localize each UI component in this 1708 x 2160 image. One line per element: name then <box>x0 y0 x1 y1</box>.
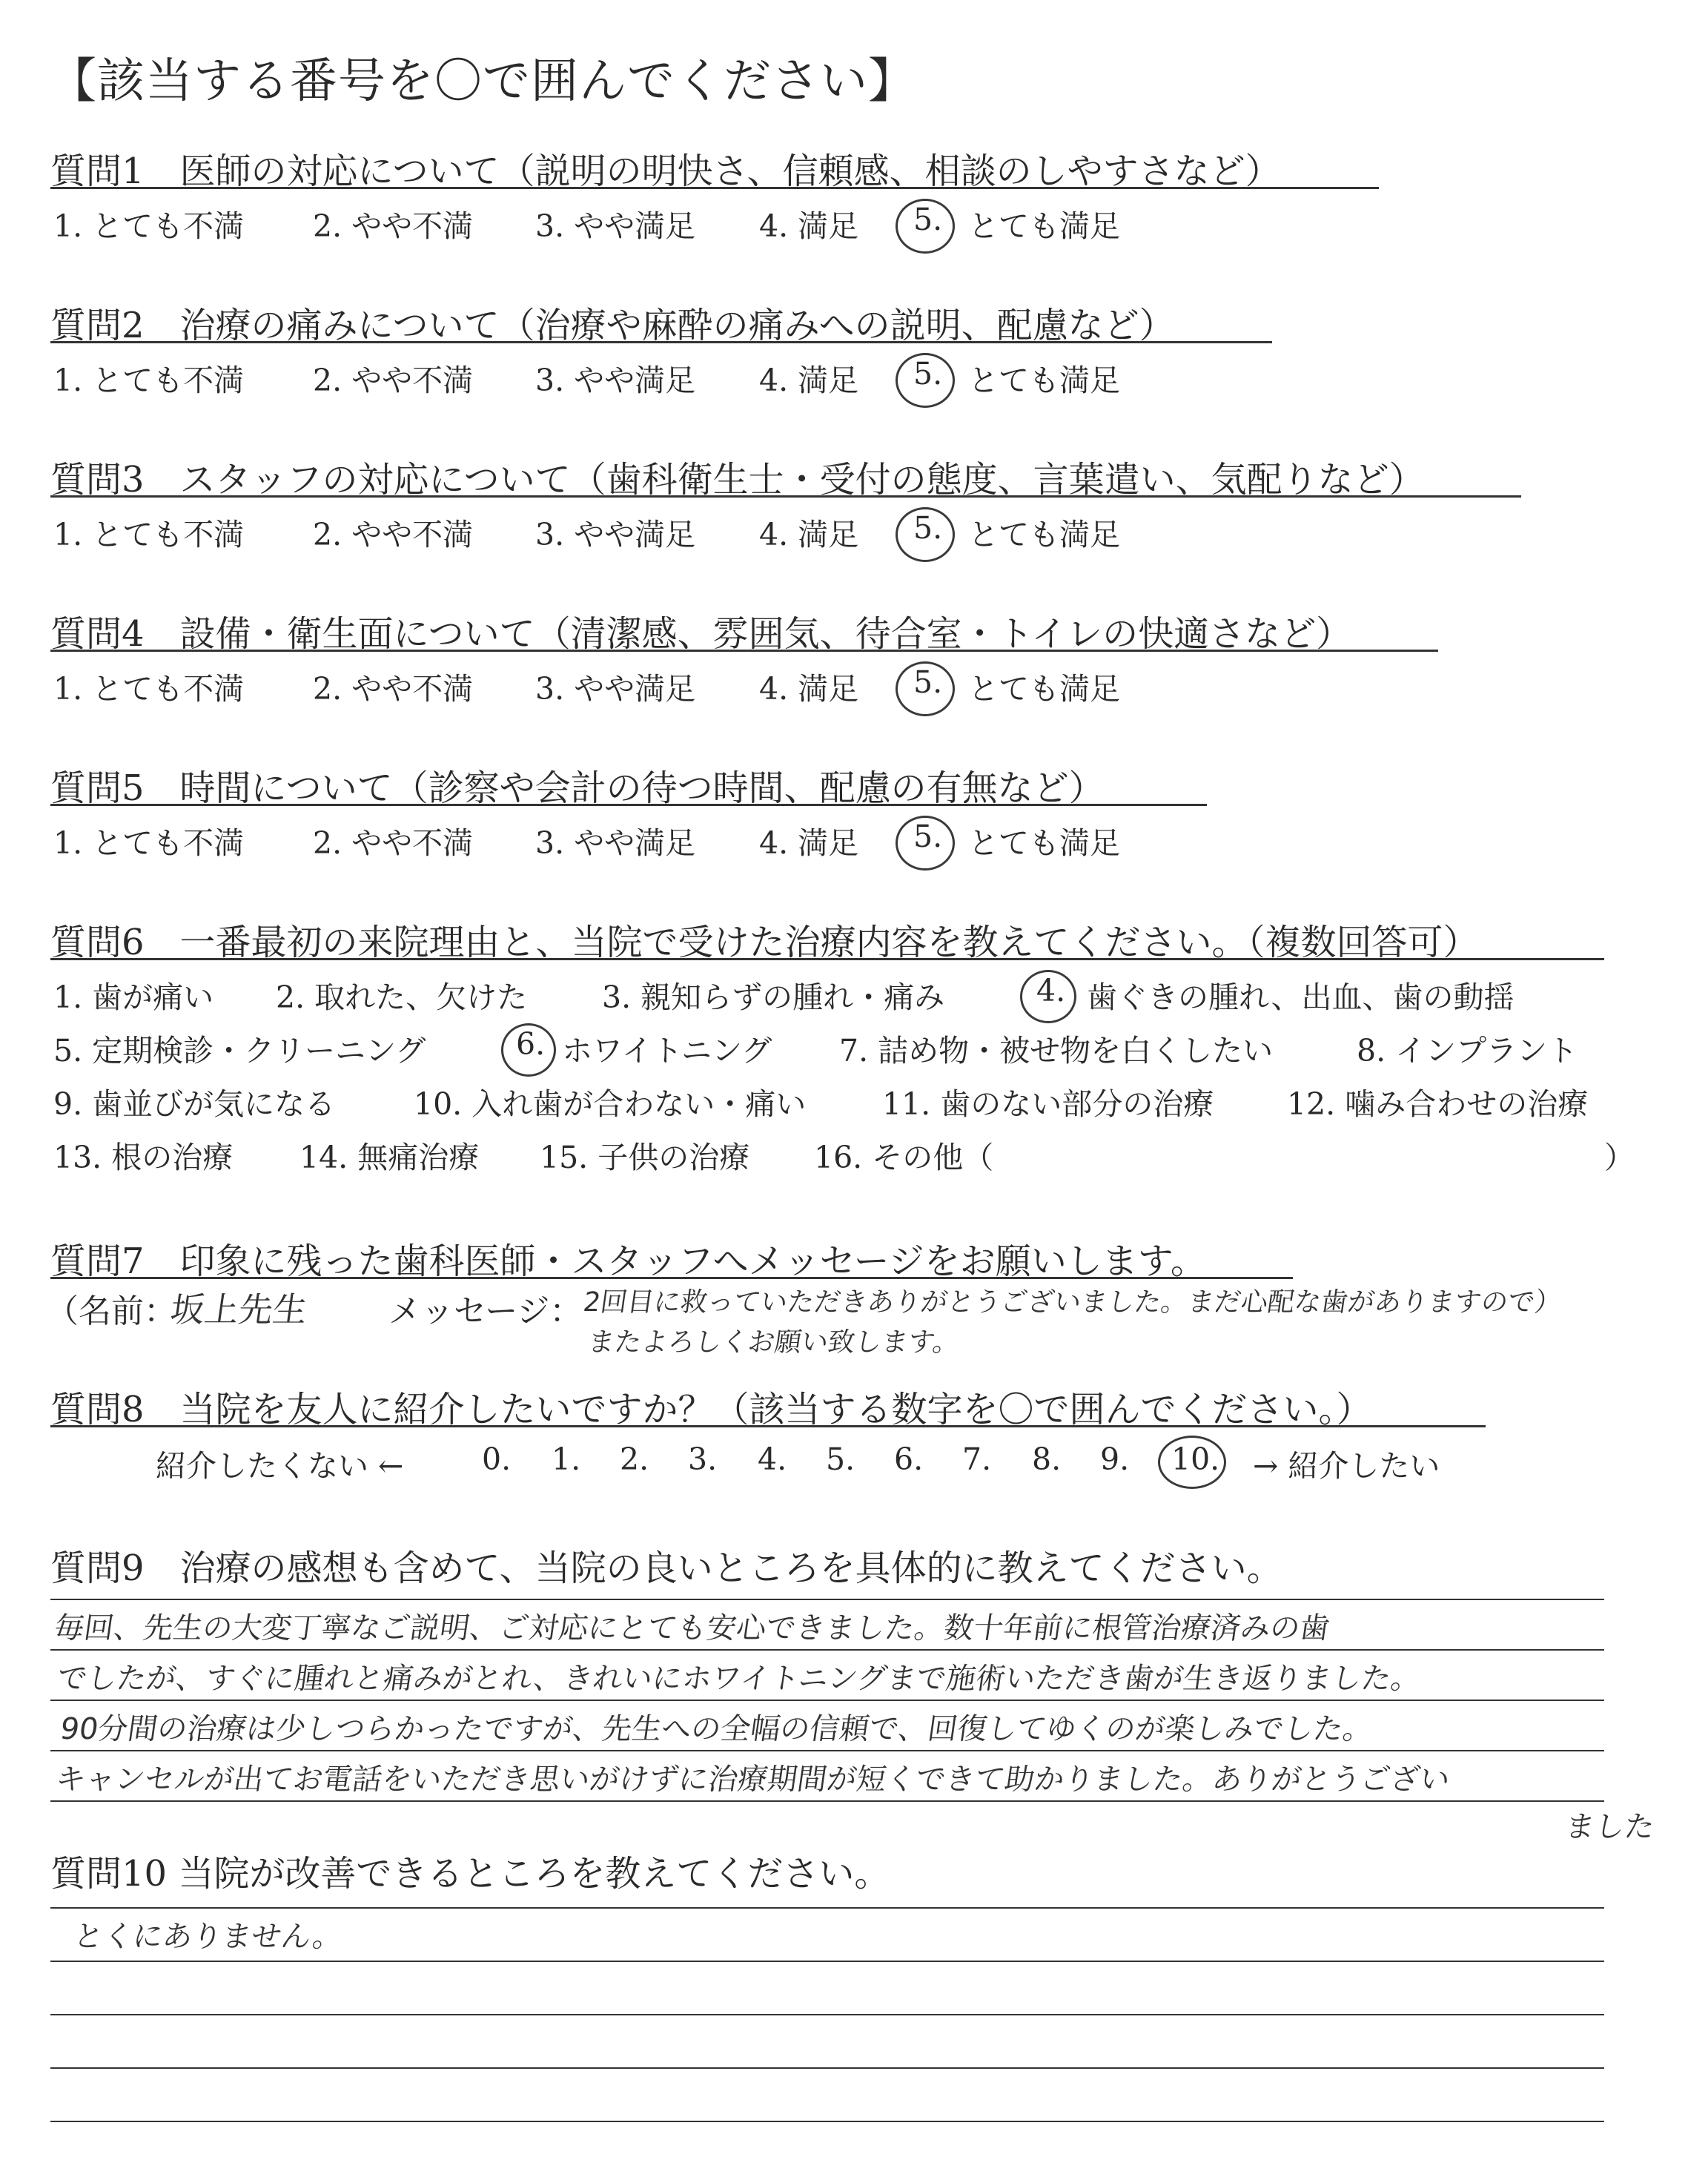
q4-option-2[interactable]: 2. やや不満 <box>313 671 474 707</box>
q6-title: 質問6 一番最初の来院理由と、当院で受けた治療内容を教えてください。（複数回答可） <box>50 922 1479 963</box>
q3-option-5-label: とても満足 <box>968 517 1120 552</box>
q4-title: 質問4 設備・衛生面について（清潔感、雰囲気、待合室・トイレの快適さなど） <box>50 613 1352 655</box>
q6-option-6-label: ホワイトニング <box>562 1033 772 1069</box>
q6-option-7[interactable]: 7. 詰め物・被せ物を白くしたい <box>839 1033 1274 1069</box>
q6-underline <box>50 958 1604 960</box>
q6-option-4[interactable]: 4. <box>1036 973 1066 1008</box>
q9-answer-line-1[interactable]: 毎回、先生の大変丁寧なご説明、ご対応にとても安心できました。数十年前に根管治療済みの歯 <box>52 1611 1332 1645</box>
q4-option-5-label: とても満足 <box>968 671 1120 707</box>
q3-underline <box>50 495 1521 498</box>
q1-title: 質問1 医師の対応について（説明の明快さ、信頼感、相談のしやすさなど） <box>50 151 1281 192</box>
q8-underline <box>50 1425 1486 1427</box>
q1-option-4[interactable]: 4. 満足 <box>759 208 859 244</box>
q10-rule-2 <box>50 1961 1604 1962</box>
q3-title: 質問3 スタッフの対応について（歯科衛生士・受付の態度、言葉遣い、気配りなど） <box>50 459 1425 501</box>
q3-option-4[interactable]: 4. 満足 <box>759 517 859 552</box>
q6-option-12[interactable]: 12. 噛み合わせの治療 <box>1287 1086 1589 1122</box>
q6-option-1[interactable]: 1. 歯が痛い <box>53 980 214 1015</box>
q1-option-3[interactable]: 3. やや満足 <box>535 208 696 244</box>
q3-option-5[interactable]: 5. <box>913 510 943 546</box>
q5-option-3[interactable]: 3. やや満足 <box>535 825 696 861</box>
q7-name-value[interactable]: 坂上先生 <box>168 1289 311 1330</box>
q6-option-13[interactable]: 13. 根の治療 <box>53 1140 234 1175</box>
q9-title: 質問9 治療の感想も含めて、当院の良いところを具体的に教えてください。 <box>50 1548 1282 1589</box>
q10-answer-line-1[interactable]: とくにありません。 <box>71 1920 345 1954</box>
q5-underline <box>50 804 1207 806</box>
q3-option-1[interactable]: 1. とても不満 <box>53 517 245 552</box>
q6-option-10[interactable]: 10. 入れ歯が合わない・痛い <box>414 1086 807 1122</box>
q8-option-3[interactable]: 3. <box>688 1441 718 1477</box>
q3-option-3[interactable]: 3. やや満足 <box>535 517 696 552</box>
q7-message-line-1[interactable]: 2回目に救っていただきありがとうございました。まだ心配な歯がありますので） <box>581 1287 1563 1318</box>
q6-option-16[interactable]: 16. その他（ <box>814 1140 994 1175</box>
q8-title: 質問8 当院を友人に紹介したいですか？（該当する数字を〇で囲んでください。） <box>50 1389 1372 1430</box>
q10-title: 質問10 当院が改善できるところを教えてください。 <box>50 1853 890 1895</box>
q10-rule-1 <box>50 1907 1604 1909</box>
q9-rule-2 <box>50 1649 1604 1651</box>
q6-option-5[interactable]: 5. 定期検診・クリーニング <box>53 1033 426 1069</box>
q8-option-5[interactable]: 5. <box>826 1441 855 1477</box>
q7-message-line-2[interactable]: またよろしくお願い致します。 <box>586 1327 962 1358</box>
q2-option-3[interactable]: 3. やや満足 <box>535 363 696 398</box>
q2-title: 質問2 治療の痛みについて（治療や麻酔の痛みへの説明、配慮など） <box>50 305 1175 346</box>
q2-option-1[interactable]: 1. とても不満 <box>53 363 245 398</box>
q6-option-15[interactable]: 15. 子供の治療 <box>540 1140 750 1175</box>
q9-rule-1 <box>50 1599 1604 1600</box>
q8-right-label: → 紹介したい <box>1253 1448 1440 1484</box>
q1-option-2[interactable]: 2. やや不満 <box>313 208 474 244</box>
q10-rule-5 <box>50 2121 1604 2122</box>
q5-selection-circle <box>896 816 955 871</box>
q2-underline <box>50 341 1272 343</box>
q4-underline <box>50 650 1438 652</box>
q1-selection-circle <box>896 199 955 254</box>
q8-option-2[interactable]: 2. <box>620 1441 649 1477</box>
q8-option-7[interactable]: 7. <box>962 1441 992 1477</box>
q6-option-3[interactable]: 3. 親知らずの腫れ・痛み <box>602 980 945 1015</box>
q4-option-1[interactable]: 1. とても不満 <box>53 671 245 707</box>
q1-option-1[interactable]: 1. とても不満 <box>53 208 245 244</box>
q7-message-label: メッセージ： <box>388 1292 583 1330</box>
q9-rule-5 <box>50 1800 1604 1802</box>
q8-option-10[interactable]: 10. <box>1171 1441 1220 1477</box>
q3-option-2[interactable]: 2. やや不満 <box>313 517 474 552</box>
page-header: 【該当する番号を〇で囲んでください】 <box>49 54 916 109</box>
q6-option-4-label: 歯ぐきの腫れ、出血、歯の動揺 <box>1087 980 1515 1015</box>
q2-selection-circle <box>896 353 955 408</box>
q8-selection-circle <box>1158 1436 1226 1489</box>
q7-underline <box>50 1277 1293 1279</box>
q7-title: 質問7 印象に残った歯科医師・スタッフへメッセージをお願いします。 <box>50 1241 1206 1282</box>
q6-option-6-circle <box>501 1023 556 1077</box>
q5-option-2[interactable]: 2. やや不満 <box>313 825 474 861</box>
q8-option-4[interactable]: 4. <box>758 1441 787 1477</box>
q8-option-6[interactable]: 6. <box>894 1441 924 1477</box>
q6-other-close-paren: ） <box>1604 1140 1635 1175</box>
q8-option-9[interactable]: 9. <box>1100 1441 1130 1477</box>
q5-option-5-label: とても満足 <box>968 825 1120 861</box>
q8-option-1[interactable]: 1. <box>552 1441 581 1477</box>
q6-option-6[interactable]: 6. <box>516 1026 546 1062</box>
q6-option-2[interactable]: 2. 取れた、欠けた <box>276 980 528 1015</box>
q7-name-label: （名前： <box>46 1292 176 1330</box>
q6-option-4-circle <box>1020 970 1076 1023</box>
q9-rule-4 <box>50 1750 1604 1751</box>
q2-option-2[interactable]: 2. やや不満 <box>313 363 474 398</box>
q9-answer-line-2[interactable]: でしたが、すぐに腫れと痛みがとれ、きれいにホワイトニングまで施術いただき歯が生き返りました。 <box>55 1662 1423 1696</box>
q8-option-8[interactable]: 8. <box>1032 1441 1062 1477</box>
q4-selection-circle <box>896 661 955 716</box>
q4-option-5[interactable]: 5. <box>913 664 943 700</box>
q5-option-1[interactable]: 1. とても不満 <box>53 825 245 861</box>
q2-option-4[interactable]: 4. 満足 <box>759 363 859 398</box>
q9-answer-line-3[interactable]: 90分間の治療は少しつらかったですが、先生への全幅の信頼で、回復してゆくのが楽しみでした。 <box>58 1712 1375 1746</box>
q10-rule-4 <box>50 2067 1604 2069</box>
q1-option-5-label: とても満足 <box>968 208 1120 244</box>
q6-option-14[interactable]: 14. 無痛治療 <box>299 1140 480 1175</box>
q6-option-11[interactable]: 11. 歯のない部分の治療 <box>882 1086 1214 1122</box>
q6-option-8[interactable]: 8. インプラント <box>1357 1033 1578 1069</box>
q8-left-label: 紹介したくない ← <box>156 1448 404 1484</box>
q2-option-5[interactable]: 5. <box>913 356 943 392</box>
q10-rule-3 <box>50 2014 1604 2015</box>
q2-option-5-label: とても満足 <box>968 363 1120 398</box>
q5-option-5[interactable]: 5. <box>913 819 943 854</box>
q3-selection-circle <box>896 507 955 562</box>
q8-option-0[interactable]: 0. <box>482 1441 512 1477</box>
q1-option-5[interactable]: 5. <box>913 202 943 237</box>
q9-rule-3 <box>50 1700 1604 1701</box>
q9-answer-line-4[interactable]: キャンセルが出てお電話をいただき思いがけずに治療期間が短くできて助かりました。ありがとうござい <box>53 1763 1452 1797</box>
q1-underline <box>50 187 1379 189</box>
q6-option-9[interactable]: 9. 歯並びが気になる <box>53 1086 336 1122</box>
q9-answer-line-5[interactable]: ました <box>1563 1810 1657 1844</box>
q4-option-3[interactable]: 3. やや満足 <box>535 671 696 707</box>
q5-title: 質問5 時間について（診察や会計の待つ時間、配慮の有無など） <box>50 767 1105 809</box>
q4-option-4[interactable]: 4. 満足 <box>759 671 859 707</box>
q5-option-4[interactable]: 4. 満足 <box>759 825 859 861</box>
